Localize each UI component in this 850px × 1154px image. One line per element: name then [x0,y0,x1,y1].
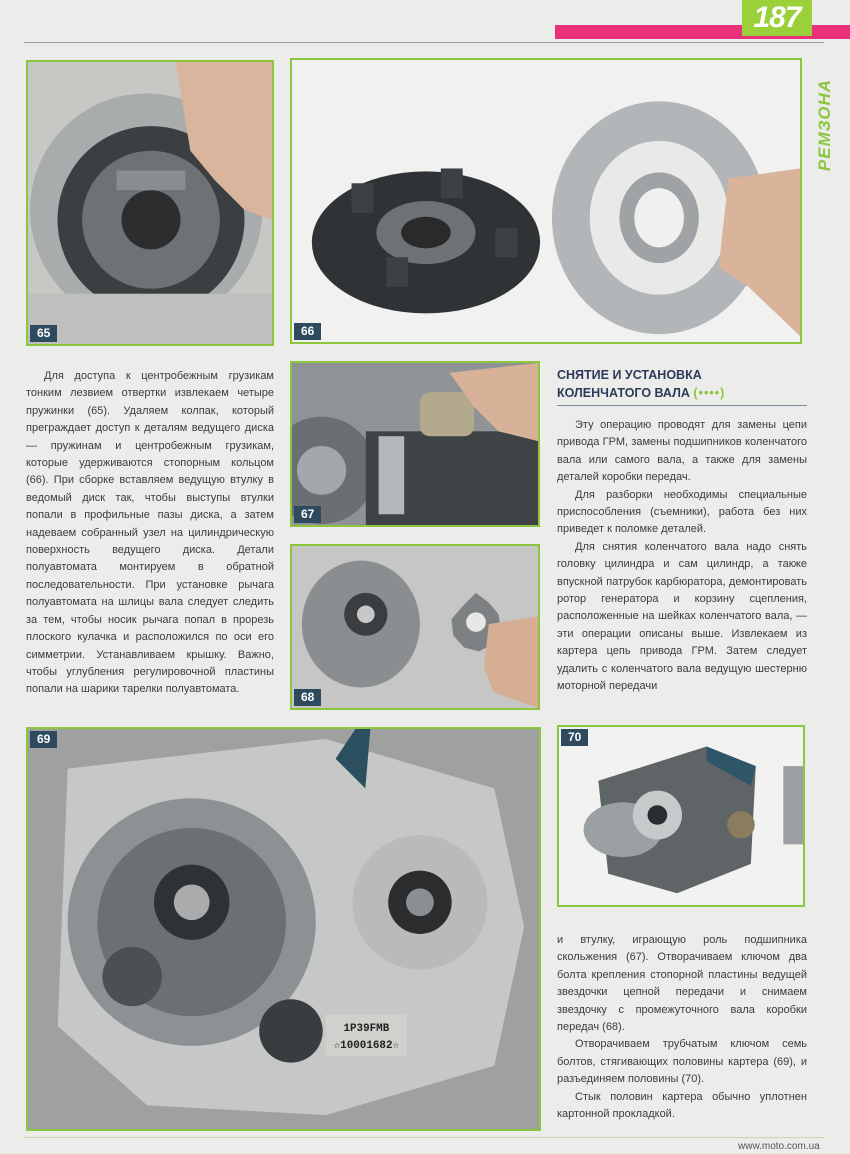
paragraph: Для снятия коленчатого вала надо снять головку цилиндра и сам цилиндр, а также впускной патрубок карбюратора, демонтировать ротор генератора и корзину сцепления, расположенные на шейках коленчатого вала, — эти операции описаны выше. Извлекаем из картера цепь привода ГРМ. Затем следует удалить с коленчатого вала ведущую шестерню моторной передачи [557,540,807,693]
photo-number: 65 [30,325,57,342]
heading-line-1: СНЯТИЕ И УСТАНОВКА [557,368,702,382]
engine-marking-line2: ☆10001682☆ [333,1039,400,1052]
engine-marking-line1: 1P39FMB [343,1022,390,1035]
photo-number: 67 [294,506,321,523]
section-tab-label: РЕМЗОНА [815,78,834,172]
heading-rule [557,405,807,406]
photo-66 [290,58,802,344]
photo-67 [290,361,540,527]
paragraph: Для доступа к центробежным грузикам тонким лезвием отвертки извлекаем четыре пружинки (65). Удаляем колпак, который преграждает доступ к деталям ведущего диска — пружинам и центробежным грузикам, которые удерживаются стопорным кольцом (66). При сборке вставляем ведущую втулку в ведомый диск так, чтобы выступы втулки попали в профильные пазы диска, а затем надеваем собранный узел на цилиндрическую поверхность ведущего диска. Детали полуавтомата монтируем в обратной последовательности. При установке рычага полуавтомата на шлицы вала следует следить за тем, чтобы носик рычага попал в прорезь плоского кулачка и расположился по оси его симметрии. Устанавливаем крышку. Важно, чтобы углубления регулировочной пластины попали на шарики тарелки полуавтомата. [26,370,274,696]
page-number: 187 [742,0,812,36]
difficulty-dots: (••••) [693,386,726,400]
photo-number: 68 [294,689,321,706]
photo-65 [26,60,274,346]
paragraph: Для разборки необходимы специальные приспособления (съемники), работа без них приведет к поломке деталей. [557,488,807,536]
heading-line-2: КОЛЕНЧАТОГО ВАЛА [557,386,690,400]
bottom-right-text [557,932,807,1123]
paragraph: Стык половин картера обычно уплотнен картонной прокладкой. [557,1090,807,1121]
footer-rule [24,1137,824,1138]
footer-url: www.moto.com.ua [738,1141,820,1152]
header-rule [24,42,824,43]
photo-69 [26,727,541,1131]
paragraph: Эту операцию проводят для замены цепи привода ГРМ, замены подшипников коленчатого вала или самого вала, а также для замены деталей коробки передач. [557,419,807,484]
paragraph: и втулку, играющую роль подшипника скольжения (67). Отворачиваем ключом два болта крепления стопорной пластины ведущей звездочки цепной передачи и снимаем звездочку с промежуточного вала коробки передач (68). [557,934,807,1034]
left-text-column [26,368,274,699]
photo-number: 66 [294,323,321,340]
photo-number: 70 [561,729,588,746]
section-heading [557,366,807,402]
photo-68 [290,544,540,710]
right-text-column [557,417,807,696]
section-tab [812,60,838,190]
paragraph: Отворачиваем трубчатым ключом семь болтов, стягивающих половины картера (69), и разъединяем половины (70). [557,1038,807,1086]
photo-number: 69 [30,731,57,748]
photo-70 [557,725,805,907]
